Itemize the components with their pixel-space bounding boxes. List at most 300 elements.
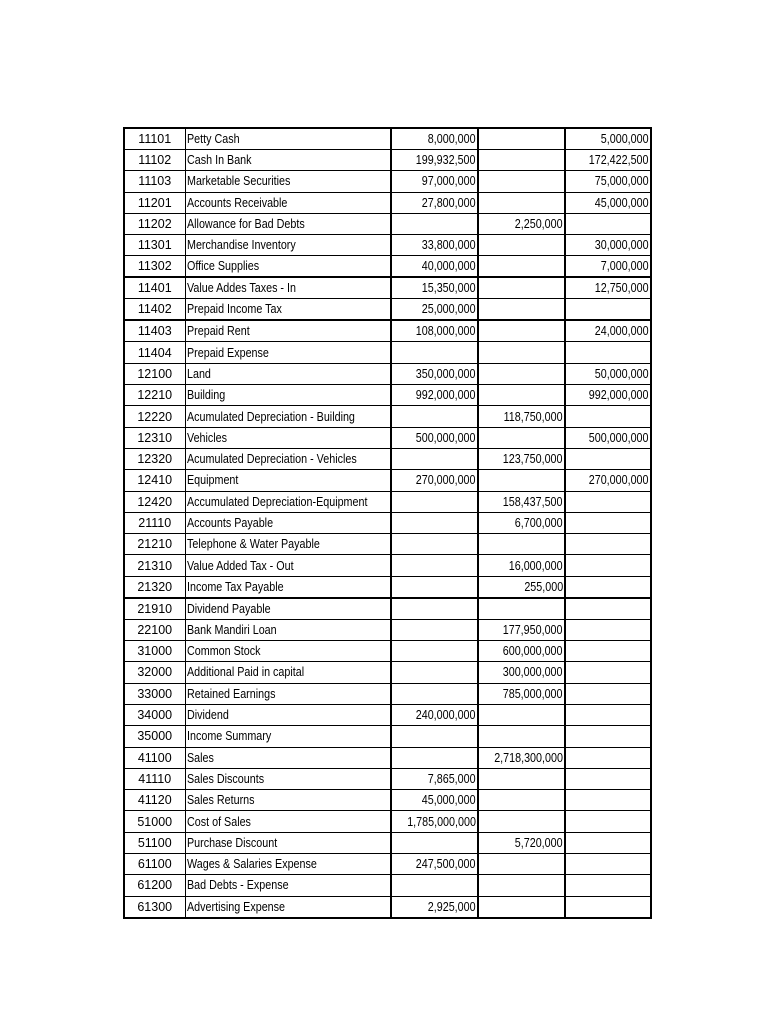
- ledger-row: [124, 641, 651, 662]
- account-name-text: Bank Mandiri Loan: [186, 622, 277, 637]
- credit-cell[interactable]: [478, 726, 565, 747]
- account-name-text: Dividend: [186, 708, 229, 723]
- account-name-cell[interactable]: [185, 875, 391, 896]
- account-name-text: Value Addes Taxes - In: [186, 281, 296, 296]
- ledger-row: [124, 192, 651, 213]
- credit-cell[interactable]: [478, 576, 565, 598]
- account-name-cell[interactable]: [185, 726, 391, 747]
- ledger-row: [124, 150, 651, 171]
- account-name-cell[interactable]: [185, 619, 391, 640]
- balance-text: 5,000,000: [601, 132, 649, 146]
- account-code-cell[interactable]: 21110: [124, 512, 185, 533]
- credit-cell[interactable]: [478, 363, 565, 384]
- account-name-cell[interactable]: [185, 128, 391, 150]
- balance-cell[interactable]: [565, 491, 651, 512]
- account-name-text: Sales: [186, 750, 214, 765]
- ledger-row: [124, 662, 651, 683]
- balance-cell[interactable]: [565, 832, 651, 853]
- debit-text: 199,932,500: [416, 153, 476, 168]
- debit-cell[interactable]: [391, 832, 478, 853]
- debit-text: 7,865,000: [428, 771, 476, 786]
- account-name-text: Building: [186, 388, 225, 403]
- ledger-row: [124, 896, 651, 918]
- debit-cell[interactable]: [391, 619, 478, 640]
- account-name-text: Telephone & Water Payable: [186, 537, 320, 552]
- balance-text: 30,000,000: [595, 238, 649, 253]
- account-name-text: Prepaid Expense: [186, 345, 269, 360]
- debit-cell[interactable]: [391, 150, 478, 171]
- balance-text: 992,000,000: [589, 388, 649, 403]
- ledger-row: [124, 277, 651, 299]
- account-code-cell[interactable]: 11101: [124, 128, 185, 150]
- account-code-cell[interactable]: 11401: [124, 277, 185, 299]
- account-name-text: Sales Returns: [186, 793, 255, 808]
- debit-text: 350,000,000: [416, 366, 476, 381]
- account-name-text: Vehicles: [186, 430, 227, 445]
- account-code-cell[interactable]: 12210: [124, 385, 185, 406]
- balance-cell[interactable]: [565, 470, 651, 491]
- account-code-cell[interactable]: 12310: [124, 427, 185, 448]
- debit-text: 97,000,000: [422, 174, 476, 189]
- debit-cell[interactable]: [391, 512, 478, 533]
- account-code-cell[interactable]: 21910: [124, 598, 185, 620]
- account-name-text: Wages & Salaries Expense: [186, 857, 317, 872]
- account-name-cell[interactable]: [185, 598, 391, 620]
- debit-cell[interactable]: [391, 277, 478, 299]
- credit-cell[interactable]: [478, 704, 565, 725]
- ledger-body: [124, 128, 651, 918]
- balance-cell[interactable]: [565, 683, 651, 704]
- debit-text: 270,000,000: [416, 473, 476, 488]
- account-name-cell[interactable]: [185, 704, 391, 725]
- debit-cell[interactable]: [391, 406, 478, 427]
- balance-cell[interactable]: [565, 256, 651, 278]
- ledger-row: [124, 811, 651, 832]
- balance-cell[interactable]: [565, 299, 651, 321]
- account-name-cell[interactable]: [185, 213, 391, 234]
- account-code-cell[interactable]: 21210: [124, 534, 185, 555]
- account-code-cell[interactable]: 21310: [124, 555, 185, 576]
- balance-cell[interactable]: [565, 854, 651, 875]
- debit-text: 108,000,000: [416, 324, 476, 339]
- account-name-cell[interactable]: [185, 555, 391, 576]
- balance-cell[interactable]: [565, 896, 651, 918]
- debit-cell[interactable]: [391, 790, 478, 811]
- account-name-text: Merchandise Inventory: [186, 238, 296, 253]
- account-name-text: Cash In Bank: [186, 153, 252, 168]
- credit-text: 177,950,000: [503, 622, 563, 637]
- account-code-cell[interactable]: 41120: [124, 790, 185, 811]
- account-code-cell[interactable]: 61100: [124, 854, 185, 875]
- credit-cell[interactable]: [478, 299, 565, 321]
- credit-cell[interactable]: [478, 598, 565, 620]
- debit-cell[interactable]: [391, 534, 478, 555]
- debit-cell[interactable]: [391, 598, 478, 620]
- account-name-cell[interactable]: [185, 342, 391, 363]
- ledger-row: [124, 256, 651, 278]
- balance-cell[interactable]: [565, 726, 651, 747]
- balance-cell[interactable]: [565, 790, 651, 811]
- account-code-cell[interactable]: 11102: [124, 150, 185, 171]
- debit-text: 2,925,000: [428, 899, 476, 914]
- account-name-cell[interactable]: [185, 768, 391, 789]
- debit-text: 1,785,000,000: [407, 814, 476, 829]
- debit-text: 247,500,000: [416, 857, 476, 872]
- account-name-cell[interactable]: [185, 448, 391, 469]
- account-name-text: Common Stock: [186, 644, 260, 659]
- account-name-text: Income Summary: [186, 729, 271, 744]
- account-code-cell[interactable]: 21320: [124, 576, 185, 598]
- debit-cell[interactable]: [391, 385, 478, 406]
- debit-cell[interactable]: [391, 641, 478, 662]
- account-name-text: Office Supplies: [186, 259, 259, 274]
- balance-cell[interactable]: [565, 512, 651, 533]
- ledger-row: [124, 726, 651, 747]
- balance-cell[interactable]: [565, 534, 651, 555]
- balance-cell[interactable]: [565, 598, 651, 620]
- credit-cell[interactable]: [478, 875, 565, 896]
- debit-cell[interactable]: [391, 256, 478, 278]
- account-name-cell[interactable]: [185, 534, 391, 555]
- account-code-cell[interactable]: 12220: [124, 406, 185, 427]
- balance-cell[interactable]: [565, 385, 651, 406]
- credit-cell[interactable]: [478, 320, 565, 342]
- credit-text: 6,700,000: [515, 516, 563, 530]
- credit-cell[interactable]: [478, 385, 565, 406]
- debit-cell[interactable]: [391, 704, 478, 725]
- account-code-cell[interactable]: 12100: [124, 363, 185, 384]
- credit-cell[interactable]: [478, 427, 565, 448]
- account-name-cell[interactable]: [185, 171, 391, 192]
- account-code-cell[interactable]: 61200: [124, 875, 185, 896]
- account-name-text: Accounts Receivable: [186, 195, 287, 210]
- credit-cell[interactable]: [478, 342, 565, 363]
- debit-cell[interactable]: [391, 576, 478, 598]
- account-code-cell[interactable]: 12420: [124, 491, 185, 512]
- ledger-row: [124, 619, 651, 640]
- account-name-cell[interactable]: [185, 811, 391, 832]
- account-name-cell[interactable]: [185, 747, 391, 768]
- account-name-cell[interactable]: [185, 832, 391, 853]
- account-code-cell[interactable]: 33000: [124, 683, 185, 704]
- account-name-cell[interactable]: [185, 277, 391, 299]
- balance-cell[interactable]: [565, 555, 651, 576]
- balance-cell[interactable]: [565, 320, 651, 342]
- debit-text: 27,800,000: [422, 195, 476, 210]
- credit-cell[interactable]: [478, 213, 565, 234]
- account-code-cell[interactable]: 11201: [124, 192, 185, 213]
- balance-cell[interactable]: [565, 192, 651, 213]
- debit-text: 33,800,000: [422, 238, 476, 253]
- ledger-row: [124, 363, 651, 384]
- account-name-cell[interactable]: [185, 491, 391, 512]
- ledger-row: [124, 128, 651, 150]
- account-name-text: Sales Discounts: [186, 771, 264, 786]
- balance-cell[interactable]: [565, 768, 651, 789]
- ledger-row: [124, 320, 651, 342]
- account-name-cell[interactable]: [185, 854, 391, 875]
- ledger-row: [124, 875, 651, 896]
- ledger-row: [124, 768, 651, 789]
- ledger-row: [124, 470, 651, 491]
- credit-cell[interactable]: [478, 406, 565, 427]
- balance-text: 172,422,500: [589, 153, 649, 168]
- balance-text: 12,750,000: [595, 281, 649, 296]
- balance-cell[interactable]: [565, 576, 651, 598]
- balance-text: 24,000,000: [595, 324, 649, 339]
- account-code-cell[interactable]: 11202: [124, 213, 185, 234]
- ledger-row: [124, 427, 651, 448]
- account-code-cell[interactable]: 51000: [124, 811, 185, 832]
- account-code-cell[interactable]: 31000: [124, 641, 185, 662]
- ledger-row: [124, 555, 651, 576]
- credit-cell[interactable]: [478, 171, 565, 192]
- balance-cell[interactable]: [565, 128, 651, 150]
- account-name-cell[interactable]: [185, 683, 391, 704]
- account-name-text: Cost of Sales: [186, 814, 251, 829]
- account-code-cell[interactable]: 11402: [124, 299, 185, 321]
- account-name-text: Acumulated Depreciation - Building: [186, 409, 355, 424]
- debit-cell[interactable]: [391, 299, 478, 321]
- account-name-text: Accumulated Depreciation-Equipment: [186, 494, 367, 509]
- debit-cell[interactable]: [391, 427, 478, 448]
- credit-cell[interactable]: [478, 192, 565, 213]
- debit-cell[interactable]: [391, 768, 478, 789]
- ledger-row: [124, 448, 651, 469]
- account-name-cell[interactable]: [185, 576, 391, 598]
- debit-cell[interactable]: [391, 491, 478, 512]
- credit-text: 2,718,300,000: [494, 750, 563, 765]
- credit-text: 785,000,000: [503, 686, 563, 701]
- account-code-cell[interactable]: 61300: [124, 896, 185, 918]
- account-name-cell[interactable]: [185, 150, 391, 171]
- debit-text: 40,000,000: [422, 259, 476, 274]
- account-name-cell[interactable]: [185, 256, 391, 278]
- account-code-cell[interactable]: 35000: [124, 726, 185, 747]
- balance-cell[interactable]: [565, 213, 651, 234]
- ledger-row: [124, 512, 651, 533]
- debit-text: 240,000,000: [416, 708, 476, 723]
- balance-cell[interactable]: [565, 811, 651, 832]
- account-name-cell[interactable]: [185, 512, 391, 533]
- account-name-text: Prepaid Income Tax: [186, 302, 282, 317]
- account-name-text: Petty Cash: [186, 132, 240, 146]
- credit-cell[interactable]: [478, 277, 565, 299]
- ledger-row: [124, 342, 651, 363]
- ledger-row: [124, 704, 651, 725]
- balance-text: 45,000,000: [595, 195, 649, 210]
- account-name-cell[interactable]: [185, 406, 391, 427]
- account-name-cell[interactable]: [185, 363, 391, 384]
- account-name-cell[interactable]: [185, 641, 391, 662]
- credit-text: 158,437,500: [503, 494, 563, 509]
- account-name-cell[interactable]: [185, 896, 391, 918]
- account-code-cell[interactable]: 11103: [124, 171, 185, 192]
- balance-cell[interactable]: [565, 747, 651, 768]
- ledger-row: [124, 171, 651, 192]
- credit-text: 255,000: [524, 579, 563, 594]
- credit-cell[interactable]: [478, 747, 565, 768]
- debit-text: 25,000,000: [422, 302, 476, 317]
- ledger-row: [124, 576, 651, 598]
- debit-cell[interactable]: [391, 662, 478, 683]
- credit-cell[interactable]: [478, 619, 565, 640]
- ledger-row: [124, 790, 651, 811]
- debit-cell[interactable]: [391, 811, 478, 832]
- ledger-row: [124, 854, 651, 875]
- account-name-text: Equipment: [186, 473, 238, 488]
- debit-cell[interactable]: [391, 128, 478, 150]
- debit-cell[interactable]: [391, 896, 478, 918]
- account-code-cell[interactable]: 11404: [124, 342, 185, 363]
- credit-cell[interactable]: [478, 683, 565, 704]
- ledger-row: [124, 534, 651, 555]
- debit-cell[interactable]: [391, 854, 478, 875]
- credit-cell[interactable]: [478, 790, 565, 811]
- balance-text: 75,000,000: [595, 174, 649, 189]
- account-name-text: Accounts Payable: [186, 516, 273, 530]
- credit-cell[interactable]: [478, 448, 565, 469]
- ledger-row: [124, 299, 651, 321]
- debit-cell[interactable]: [391, 683, 478, 704]
- account-name-text: Acumulated Depreciation - Vehicles: [186, 452, 357, 467]
- balance-cell[interactable]: [565, 171, 651, 192]
- credit-cell[interactable]: [478, 512, 565, 533]
- balance-cell[interactable]: [565, 150, 651, 171]
- credit-text: 118,750,000: [504, 409, 563, 424]
- balance-cell[interactable]: [565, 875, 651, 896]
- debit-cell[interactable]: [391, 171, 478, 192]
- account-name-text: Value Added Tax - Out: [186, 558, 294, 573]
- credit-cell[interactable]: [478, 235, 565, 256]
- account-name-cell[interactable]: [185, 427, 391, 448]
- account-name-cell[interactable]: [185, 299, 391, 321]
- credit-text: 2,250,000: [515, 217, 563, 232]
- debit-text: 8,000,000: [428, 132, 476, 146]
- account-name-cell[interactable]: [185, 790, 391, 811]
- account-code-cell[interactable]: 11403: [124, 320, 185, 342]
- account-name-cell[interactable]: [185, 235, 391, 256]
- balance-cell[interactable]: [565, 235, 651, 256]
- credit-cell[interactable]: [478, 128, 565, 150]
- account-name-cell[interactable]: [185, 320, 391, 342]
- credit-cell[interactable]: [478, 854, 565, 875]
- ledger-row: [124, 235, 651, 256]
- ledger-row: [124, 491, 651, 512]
- balance-text: 270,000,000: [589, 473, 649, 488]
- credit-cell[interactable]: [478, 832, 565, 853]
- ledger-table: [123, 127, 652, 919]
- balance-cell[interactable]: [565, 704, 651, 725]
- credit-text: 300,000,000: [503, 665, 563, 680]
- debit-cell[interactable]: [391, 470, 478, 491]
- credit-cell[interactable]: [478, 256, 565, 278]
- account-name-text: Prepaid Rent: [186, 324, 250, 339]
- account-code-cell[interactable]: 51100: [124, 832, 185, 853]
- account-code-cell[interactable]: 41110: [124, 768, 185, 789]
- account-name-text: Retained Earnings: [186, 686, 275, 701]
- account-name-text: Dividend Payable: [186, 601, 271, 616]
- balance-cell[interactable]: [565, 448, 651, 469]
- balance-text: 500,000,000: [589, 430, 649, 445]
- balance-cell[interactable]: [565, 342, 651, 363]
- debit-cell[interactable]: [391, 448, 478, 469]
- account-name-cell[interactable]: [185, 662, 391, 683]
- debit-text: 15,350,000: [422, 281, 476, 296]
- debit-cell[interactable]: [391, 726, 478, 747]
- credit-cell[interactable]: [478, 470, 565, 491]
- account-code-cell[interactable]: 34000: [124, 704, 185, 725]
- debit-cell[interactable]: [391, 213, 478, 234]
- debit-text: 992,000,000: [416, 388, 476, 403]
- debit-cell[interactable]: [391, 555, 478, 576]
- account-code-cell[interactable]: 12320: [124, 448, 185, 469]
- debit-cell[interactable]: [391, 235, 478, 256]
- account-name-text: Purchase Discount: [186, 835, 277, 850]
- ledger-row: [124, 406, 651, 427]
- balance-cell[interactable]: [565, 277, 651, 299]
- account-name-cell[interactable]: [185, 192, 391, 213]
- account-code-cell[interactable]: 11302: [124, 256, 185, 278]
- account-code-cell[interactable]: 41100: [124, 747, 185, 768]
- balance-text: 50,000,000: [595, 366, 649, 381]
- credit-cell[interactable]: [478, 555, 565, 576]
- credit-cell[interactable]: [478, 534, 565, 555]
- ledger-row: [124, 598, 651, 620]
- credit-cell[interactable]: [478, 491, 565, 512]
- debit-cell[interactable]: [391, 320, 478, 342]
- credit-text: 16,000,000: [509, 558, 563, 573]
- credit-cell[interactable]: [478, 811, 565, 832]
- credit-cell[interactable]: [478, 150, 565, 171]
- account-code-cell[interactable]: 32000: [124, 662, 185, 683]
- debit-cell[interactable]: [391, 875, 478, 896]
- credit-text: 123,750,000: [503, 452, 563, 467]
- debit-cell[interactable]: [391, 363, 478, 384]
- debit-cell[interactable]: [391, 192, 478, 213]
- debit-cell[interactable]: [391, 342, 478, 363]
- credit-cell[interactable]: [478, 662, 565, 683]
- credit-cell[interactable]: [478, 768, 565, 789]
- balance-cell[interactable]: [565, 363, 651, 384]
- balance-cell[interactable]: [565, 619, 651, 640]
- balance-cell[interactable]: [565, 641, 651, 662]
- account-code-cell[interactable]: 22100: [124, 619, 185, 640]
- account-name-text: Income Tax Payable: [186, 579, 284, 594]
- ledger-sheet: [123, 127, 652, 919]
- account-name-cell[interactable]: [185, 385, 391, 406]
- account-name-text: Marketable Securities: [186, 174, 290, 189]
- credit-cell[interactable]: [478, 896, 565, 918]
- debit-text: 45,000,000: [422, 793, 476, 808]
- balance-cell[interactable]: [565, 662, 651, 683]
- credit-text: 5,720,000: [515, 835, 563, 850]
- credit-cell[interactable]: [478, 641, 565, 662]
- account-name-text: Bad Debts - Expense: [186, 878, 289, 893]
- ledger-row: [124, 385, 651, 406]
- account-code-cell[interactable]: 12410: [124, 470, 185, 491]
- account-code-cell[interactable]: 11301: [124, 235, 185, 256]
- balance-cell[interactable]: [565, 427, 651, 448]
- ledger-row: [124, 747, 651, 768]
- debit-text: 500,000,000: [416, 430, 476, 445]
- account-name-text: Allowance for Bad Debts: [186, 217, 305, 232]
- ledger-row: [124, 213, 651, 234]
- debit-cell[interactable]: [391, 747, 478, 768]
- account-name-cell[interactable]: [185, 470, 391, 491]
- credit-text: 600,000,000: [503, 644, 563, 659]
- balance-cell[interactable]: [565, 406, 651, 427]
